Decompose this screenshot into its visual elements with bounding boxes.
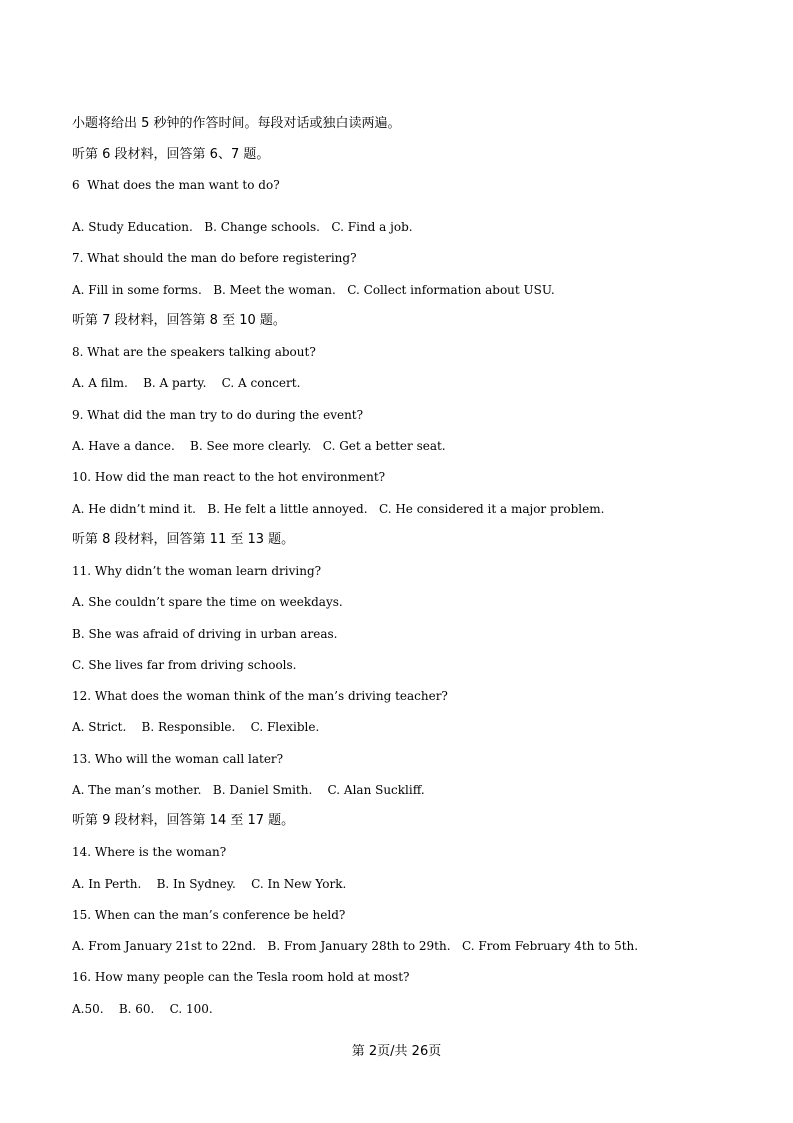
section-heading-6: 听第 6 段材料，回答第 6、7 题。 xyxy=(72,147,270,162)
instruction-text: 小题将给出 5 秒钟的作答时间。每段对话或独白读两遍。 xyxy=(72,116,401,131)
section-heading-8: 听第 8 段材料，回答第 11 至 13 题。 xyxy=(72,532,295,547)
question-6: 6 What does the man want to do? xyxy=(72,178,280,192)
question-7: 7. What should the man do before registering? xyxy=(72,251,357,265)
options-10: A. He didn’t mind it. B. He felt a little annoyed. C. He considered it a major problem. xyxy=(72,502,605,516)
question-16: 16. How many people can the Tesla room hold at most? xyxy=(72,970,410,984)
options-12: A. Strict. B. Responsible. C. Flexible. xyxy=(72,720,320,734)
question-14: 14. Where is the woman? xyxy=(72,845,227,859)
question-12: 12. What does the woman think of the man’s driving teacher? xyxy=(72,689,448,703)
option-11-a: A. She couldn’t spare the time on weekdays. xyxy=(72,595,343,609)
options-7: A. Fill in some forms. B. Meet the woman. C. Collect information about USU. xyxy=(72,283,555,297)
question-13: 13. Who will the woman call later? xyxy=(72,752,284,766)
question-10: 10. How did the man react to the hot environment? xyxy=(72,470,386,484)
section-heading-7: 听第 7 段材料，回答第 8 至 10 题。 xyxy=(72,313,286,328)
question-15: 15. When can the man’s conference be held? xyxy=(72,908,346,922)
options-14: A. In Perth. B. In Sydney. C. In New York. xyxy=(72,877,347,891)
question-11: 11. Why didn’t the woman learn driving? xyxy=(72,564,322,578)
options-16: A.50. B. 60. C. 100. xyxy=(72,1002,213,1016)
option-11-b: B. She was afraid of driving in urban areas. xyxy=(72,627,338,641)
page-footer: 第 2页/共 26页 xyxy=(351,1044,442,1059)
question-9: 9. What did the man try to do during the event? xyxy=(72,408,364,422)
options-6: A. Study Education. B. Change schools. C. Find a job. xyxy=(72,220,413,234)
question-8: 8. What are the speakers talking about? xyxy=(72,345,316,359)
options-15: A. From January 21st to 22nd. B. From January 28th to 29th. C. From February 4th to 5th. xyxy=(72,939,639,953)
option-11-c: C. She lives far from driving schools. xyxy=(72,658,297,672)
options-9: A. Have a dance. B. See more clearly. C. Get a better seat. xyxy=(72,439,446,453)
options-13: A. The man’s mother. B. Daniel Smith. C. Alan Suckliff. xyxy=(72,783,425,797)
section-heading-9: 听第 9 段材料，回答第 14 至 17 题。 xyxy=(72,813,295,828)
options-8: A. A film. B. A party. C. A concert. xyxy=(72,376,301,390)
